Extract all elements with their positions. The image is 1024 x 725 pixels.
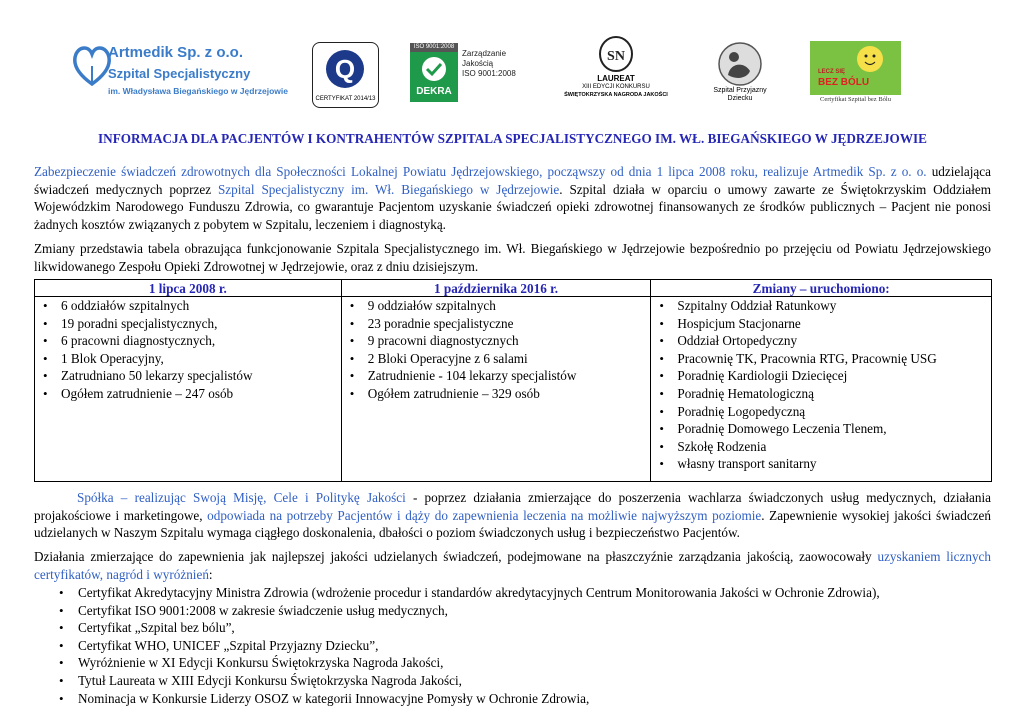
unicef-logo: [708, 41, 772, 103]
accreditation-caption: CERTYFIKAT 2014/13: [315, 96, 376, 102]
list-item: • Poradnię Hematologiczną: [651, 385, 991, 403]
list-item: • Nominacja w Konkursie Liderzy OSOZ w kategorii Innowacyjne Pomysły w Ochronie Zdrowia,: [34, 690, 991, 708]
certificates-list-wrap: [34, 584, 991, 707]
certificates-list: [34, 584, 991, 707]
list-item: • Tytuł Laureata w XIII Edycji Konkursu Świętokrzyska Nagroda Jakości,: [34, 672, 991, 690]
list-item: • 9 oddziałów szpitalnych: [342, 297, 651, 315]
list-item: • Certyfikat „Szpital bez bólu”,: [34, 619, 991, 637]
bez-bolu-logo: [810, 41, 901, 105]
list-2008: [35, 297, 341, 403]
hospital-name: Szpital Specjalistyczny im. Wł. Biegańskiego w Jędrzejowie: [217, 181, 560, 197]
mission-blue-2: odpowiada na potrzeby Pacjentów i dąży do zapewnienia leczenia na możliwie najwyższym poziomie: [207, 507, 762, 523]
list-item: • Certyfikat WHO, UNICEF „Szpital Przyjazny Dziecku”,: [34, 637, 991, 655]
list-item: • 6 pracowni diagnostycznych,: [35, 332, 341, 350]
list-item: • Szpitalny Oddział Ratunkowy: [651, 297, 991, 315]
list-item: • Ogółem zatrudnienie – 329 osób: [342, 385, 651, 403]
list-item: • 2 Bloki Operacyjne z 6 salami: [342, 350, 651, 368]
cell-2016: [341, 297, 651, 482]
list-item: • Pracownię TK, Pracownia RTG, Pracownię USG: [651, 350, 991, 368]
quality-text-1: Działania zmierzające do zapewnienia jak najlepszej jakości udzielanych świadczeń, podejmowane na płaszczyźnie zarządzania jakością, zaowocowały: [34, 549, 878, 564]
list-item: • Zatrudnienie - 104 lekarzy specjalistów: [342, 367, 651, 385]
artmedik-sub: Szpital Specjalistyczny: [108, 66, 251, 81]
list-item: • Szkołę Rodzenia: [651, 438, 991, 456]
intro-blue-1: Zabezpieczenie świadczeń zdrowotnych dla Społeczności Lokalnej Powiatu Jędrzejowskiego, począwszy od dnia 1 lipca 2008 roku, realizuje Artmedik Sp. z o. o.: [34, 164, 927, 179]
list-item: • 19 poradni specjalistycznych,: [35, 315, 341, 333]
list-item: • Certyfikat Akredytacyjny Ministra Zdrowia (wdrożenie procedur i standardów akredytacyjnych Centrum Monitorowania Jakości w Ochronie Zdrowia),: [34, 584, 991, 602]
cell-changes: [651, 297, 992, 482]
comparison-table: [34, 279, 992, 482]
mission-text-1: - poprzez działania zmierzające do poszerzenia wachlarza świadczonych usług medycznych, działania projakościowe i marketingowe,: [34, 490, 991, 523]
mission-blue-1: Spółka – realizując Swoją Misję, Cele i Politykę Jakości: [77, 490, 406, 505]
dekra-text: [462, 49, 516, 79]
list-item: • 1 Blok Operacyjny,: [35, 350, 341, 368]
svg-text:SN: SN: [607, 49, 625, 64]
dekra-badge: [410, 52, 458, 102]
bez-bolu-top: LECZ SIĘ: [818, 69, 846, 75]
bez-bolu-caption: Certyfikat Szpital bez Bólu: [810, 95, 901, 105]
laureat-l2: XIII EDYCJI KONKURSU: [582, 84, 650, 90]
dekra-iso-logo: [410, 43, 532, 103]
quality-blue-1: uzyskaniem licznych certyfikatów, nagród i wyróżnień: [34, 549, 991, 582]
svg-text:Q: Q: [334, 54, 356, 84]
unicef-l1: Szpital Przyjazny: [713, 87, 767, 94]
q-seal-icon: [313, 45, 378, 95]
list-item: • Certyfikat ISO 9001:2008 w zakresie świadczenie usług medycznych,: [34, 602, 991, 620]
dekra-iso-top: ISO 9001:2008: [410, 43, 458, 52]
table-row: [35, 297, 992, 482]
quality-colon: :: [208, 566, 213, 582]
mission-paragraph: [34, 489, 991, 542]
list-item: • Oddział Ortopedyczny: [651, 332, 991, 350]
dekra-text-1: Zarządzanie: [462, 49, 507, 58]
list-changes: [651, 297, 991, 473]
list-item: • Zatrudniano 50 lekarzy specjalistów: [35, 367, 341, 385]
list-item: • 23 poradnie specjalistyczne: [342, 315, 651, 333]
heart-icon: [72, 44, 112, 90]
col-header-2016: 1 października 2016 r.: [341, 280, 651, 297]
logo-strip: [0, 0, 1024, 115]
dekra-text-3: ISO 9001:2008: [462, 69, 516, 78]
baby-friendly-icon: [708, 41, 772, 87]
table-header-row: [35, 280, 992, 297]
unicef-l2: Dziecku: [727, 95, 753, 102]
list-item: • Poradnię Logopedyczną: [651, 403, 991, 421]
artmedik-name: Artmedik Sp. z o.o.: [108, 44, 244, 61]
intro-text-1: udzielająca świadczeń medycznych poprzez: [34, 164, 991, 197]
intro-text-2: . Szpital działa w oparciu o umowy zawarte ze Świętokrzyskim Oddziałem Wojewódzkim Narodowego Funduszu Zdrowia, co gwarantuje Pacjentom uzyskanie świadczeń opieki zdrowotnej finansowanych ze środków publicznych – Pacjent nie ponosi żadnych kosztów związanych z pobytem w Szpitalu, leczeniem i diagnostyką.: [34, 181, 991, 232]
col-header-2008: 1 lipca 2008 r.: [35, 280, 342, 297]
quality-paragraph: [34, 548, 991, 583]
award-emblem-icon: [596, 36, 636, 72]
accreditation-logo: [312, 42, 379, 108]
list-item: • Wyróżnienie w XI Edycji Konkursu Świętokrzyska Nagroda Jakości,: [34, 654, 991, 672]
list-2016: [342, 297, 651, 403]
check-icon: [410, 54, 458, 84]
list-item: • 6 oddziałów szpitalnych: [35, 297, 341, 315]
list-item: • Ogółem zatrudnienie – 247 osób: [35, 385, 341, 403]
list-item: • Hospicjum Stacjonarne: [651, 315, 991, 333]
laureat-logo: [555, 36, 677, 102]
bez-bolu-main: BEZ BÓLU: [818, 77, 870, 88]
artmedik-logo: [72, 40, 302, 104]
changes-intro: Zmiany przedstawia tabela obrazująca funkcjonowanie Szpitala Specjalistycznego im. Wł. Biegańskiego w Jędrzejowie bezpośrednio po przejęciu od Powiatu Jędrzejowskiego likwidowanego Zespołu Opieki Zdrowotnej w Jędrzejowie, oraz z dniu dzisiejszym.: [34, 241, 991, 274]
list-item: • 9 pracowni diagnostycznych: [342, 332, 651, 350]
laureat-l3: ŚWIĘTOKRZYSKA NAGRODA JAKOŚCI: [564, 92, 668, 98]
laureat-l1: LAUREAT: [597, 74, 635, 83]
artmedik-sub2: im. Władysława Biegańskiego w Jędrzejowie: [108, 86, 288, 96]
list-item: • Poradnię Kardiologii Dziecięcej: [651, 367, 991, 385]
list-item: • Poradnię Domowego Leczenia Tlenem,: [651, 420, 991, 438]
list-item: • własny transport sanitarny: [651, 455, 991, 473]
page-title: INFORMACJA DLA PACJENTÓW I KONTRAHENTÓW SZPITALA SPECJALISTYCZNEGO IM. WŁ. BIEGAŃSKIEGO W JĘDRZEJOWIE: [98, 131, 927, 146]
dekra-badge-text: DEKRA: [416, 86, 452, 97]
intro-paragraph: [34, 163, 991, 233]
cell-2008: [35, 297, 342, 482]
mission-text-2: . Zapewnienie wysokiej jakości świadczeń udzielanych w Naszym Szpitalu wymaga ciągłego doskonalenia, dbałości o poziom świadczonych usług i bezpieczeństwo Pacjentów.: [34, 507, 991, 541]
col-header-changes: Zmiany – uruchomiono:: [651, 280, 992, 297]
sun-icon: [810, 41, 901, 81]
dekra-text-2: Jakością: [462, 59, 494, 68]
